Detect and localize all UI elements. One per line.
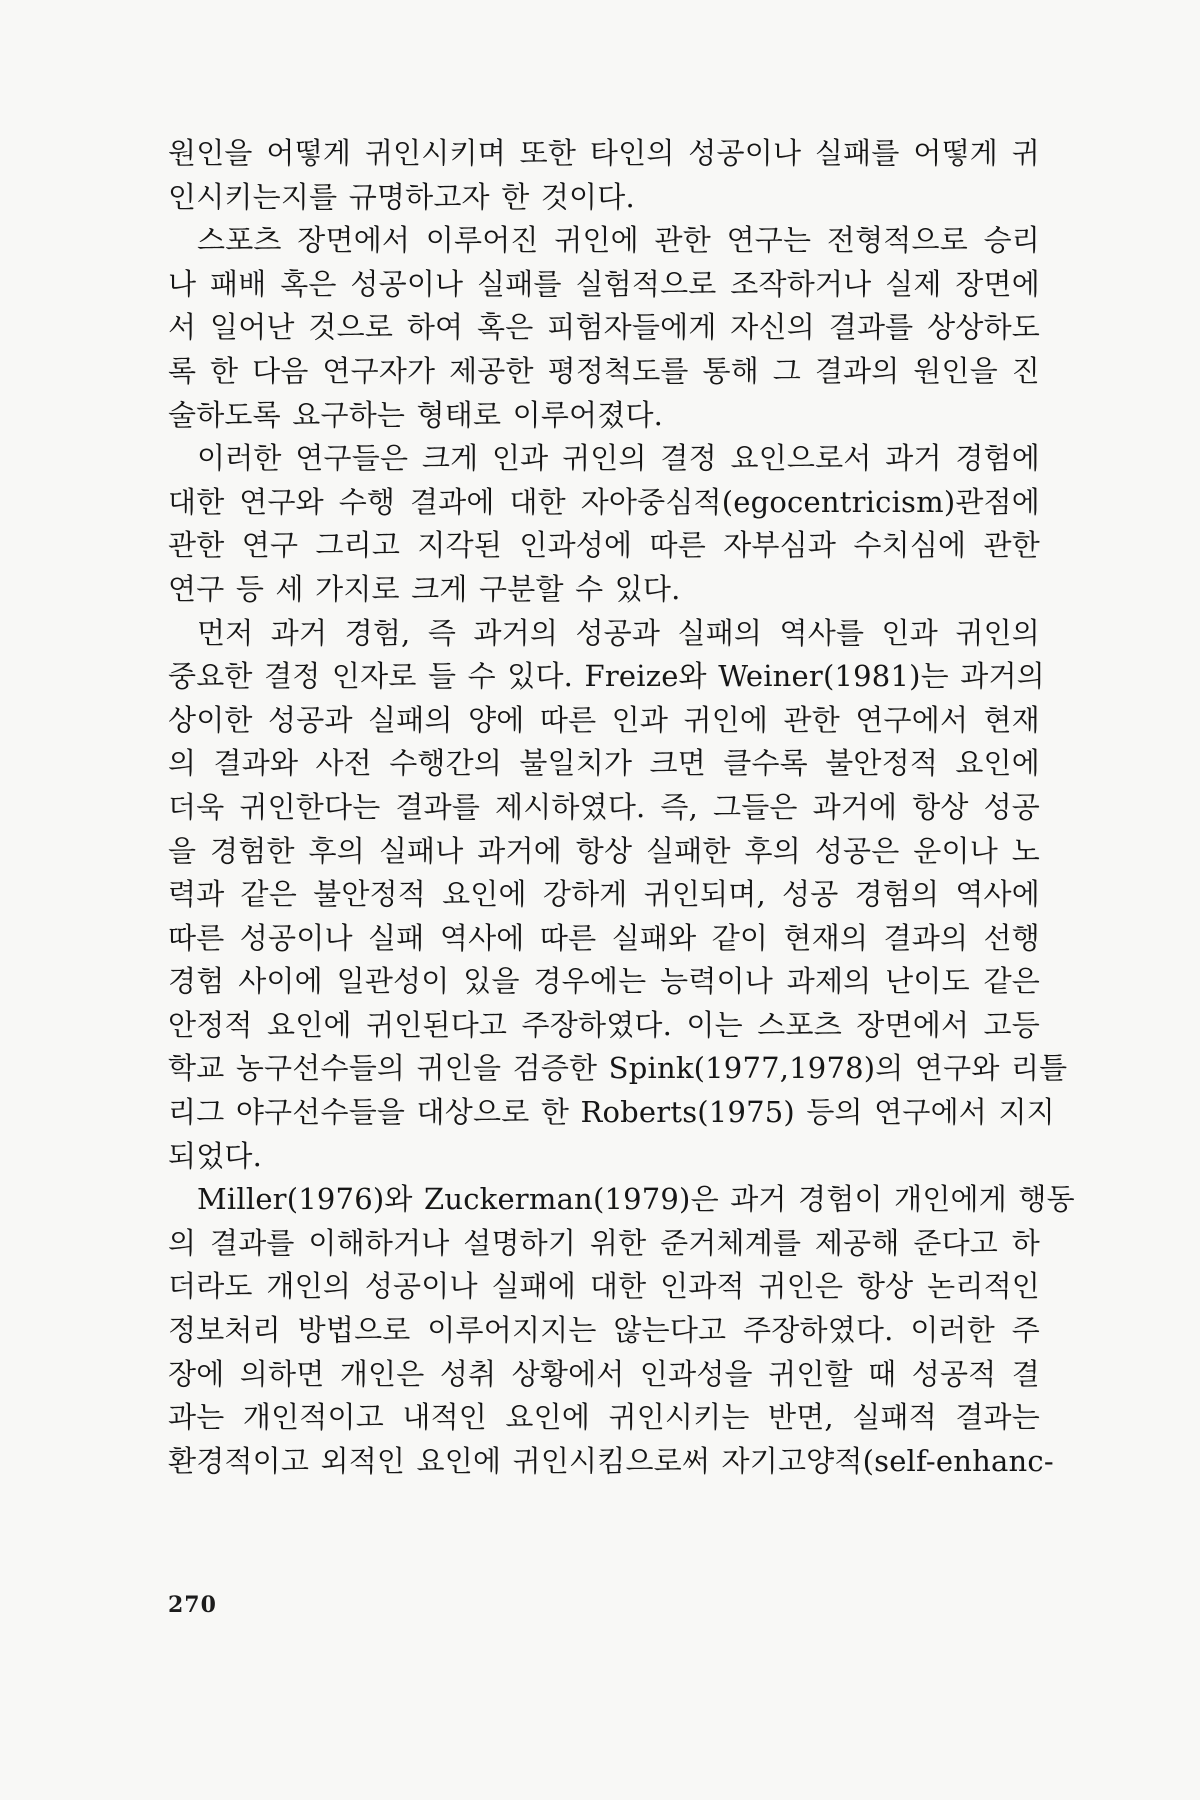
text-line: Miller(1976)와 Zuckerman(1979)은 과거 경험이 개인에게 행동 bbox=[197, 1182, 1075, 1217]
paragraph bbox=[168, 437, 1040, 611]
text-line: 경험 사이에 일관성이 있을 경우에는 능력이나 과제의 난이도 같은 bbox=[168, 964, 1040, 999]
text-line: 관한 연구 그리고 지각된 인과성에 따른 자부심과 수치심에 관한 bbox=[168, 528, 1040, 563]
text-line: 원인을 어떻게 귀인시키며 또한 타인의 성공이나 실패를 어떻게 귀 bbox=[168, 136, 1040, 170]
text-line: 먼저 과거 경험, 즉 과거의 성공과 실패의 역사를 인과 귀인의 bbox=[197, 615, 1040, 650]
text-line: 되었다. bbox=[168, 1138, 263, 1173]
text-line: 장에 의하면 개인은 성취 상황에서 인과성을 귀인할 때 성공적 결 bbox=[168, 1356, 1040, 1391]
text-line: 력과 같은 불안정적 요인에 강하게 귀인되며, 성공 경험의 역사에 bbox=[168, 877, 1040, 912]
text-line: 더라도 개인의 성공이나 실패에 대한 인과적 귀인은 항상 논리적인 bbox=[168, 1269, 1040, 1304]
text-line: 술하도록 요구하는 형태로 이루어졌다. bbox=[168, 397, 664, 432]
text-line: 록 한 다음 연구자가 제공한 평정척도를 통해 그 결과의 원인을 진 bbox=[168, 353, 1040, 388]
text-line: 의 결과와 사전 수행간의 불일치가 크면 클수록 불안정적 요인에 bbox=[168, 746, 1040, 781]
paragraph bbox=[168, 132, 1040, 219]
text-line: 학교 농구선수들의 귀인을 검증한 Spink(1977,1978)의 연구와 리틀 bbox=[168, 1051, 1068, 1086]
text-line: 이러한 연구들은 크게 인과 귀인의 결정 요인으로서 과거 경험에 bbox=[197, 441, 1040, 476]
text-line: 상이한 성공과 실패의 양에 따른 인과 귀인에 관한 연구에서 현재 bbox=[168, 702, 1040, 737]
body-text bbox=[168, 132, 1075, 1483]
paragraph bbox=[168, 612, 1068, 1179]
text-line: 연구 등 세 가지로 크게 구분할 수 있다. bbox=[168, 571, 681, 606]
text-line: 서 일어난 것으로 하여 혹은 피험자들에게 자신의 결과를 상상하도 bbox=[168, 310, 1040, 345]
paragraph bbox=[168, 1178, 1075, 1483]
text-line: 스포츠 장면에서 이루어진 귀인에 관한 연구는 전형적으로 승리 bbox=[197, 223, 1040, 258]
text-line: 인시키는지를 규명하고자 한 것이다. bbox=[168, 179, 635, 214]
page-number: 270 bbox=[168, 1592, 217, 1618]
text-line: 대한 연구와 수행 결과에 대한 자아중심적(egocentricism)관점에 bbox=[168, 484, 1040, 519]
text-line: 의 결과를 이해하거나 설명하기 위한 준거체계를 제공해 준다고 하 bbox=[168, 1225, 1040, 1260]
text-line: 안정적 요인에 귀인된다고 주장하였다. 이는 스포츠 장면에서 고등 bbox=[168, 1007, 1040, 1042]
text-line: 정보처리 방법으로 이루어지지는 않는다고 주장하였다. 이러한 주 bbox=[168, 1313, 1040, 1348]
text-line: 따른 성공이나 실패 역사에 따른 실패와 같이 현재의 결과의 선행 bbox=[168, 920, 1040, 955]
text-line: 환경적이고 외적인 요인에 귀인시킴으로써 자기고양적(self-enhanc- bbox=[168, 1443, 1054, 1478]
text-line: 리그 야구선수들을 대상으로 한 Roberts(1975) 등의 연구에서 지지 bbox=[168, 1095, 1055, 1130]
text-line: 과는 개인적이고 내적인 요인에 귀인시키는 반면, 실패적 결과는 bbox=[168, 1400, 1040, 1435]
text-line: 더욱 귀인한다는 결과를 제시하였다. 즉, 그들은 과거에 항상 성공 bbox=[168, 789, 1040, 824]
text-line: 중요한 결정 인자로 들 수 있다. Freize와 Weiner(1981)는 과거의 bbox=[168, 659, 1045, 694]
paragraph bbox=[168, 219, 1040, 437]
text-line: 을 경험한 후의 실패나 과거에 항상 실패한 후의 성공은 운이나 노 bbox=[168, 833, 1040, 868]
text-line: 나 패배 혹은 성공이나 실패를 실험적으로 조작하거나 실제 장면에 bbox=[168, 266, 1040, 301]
